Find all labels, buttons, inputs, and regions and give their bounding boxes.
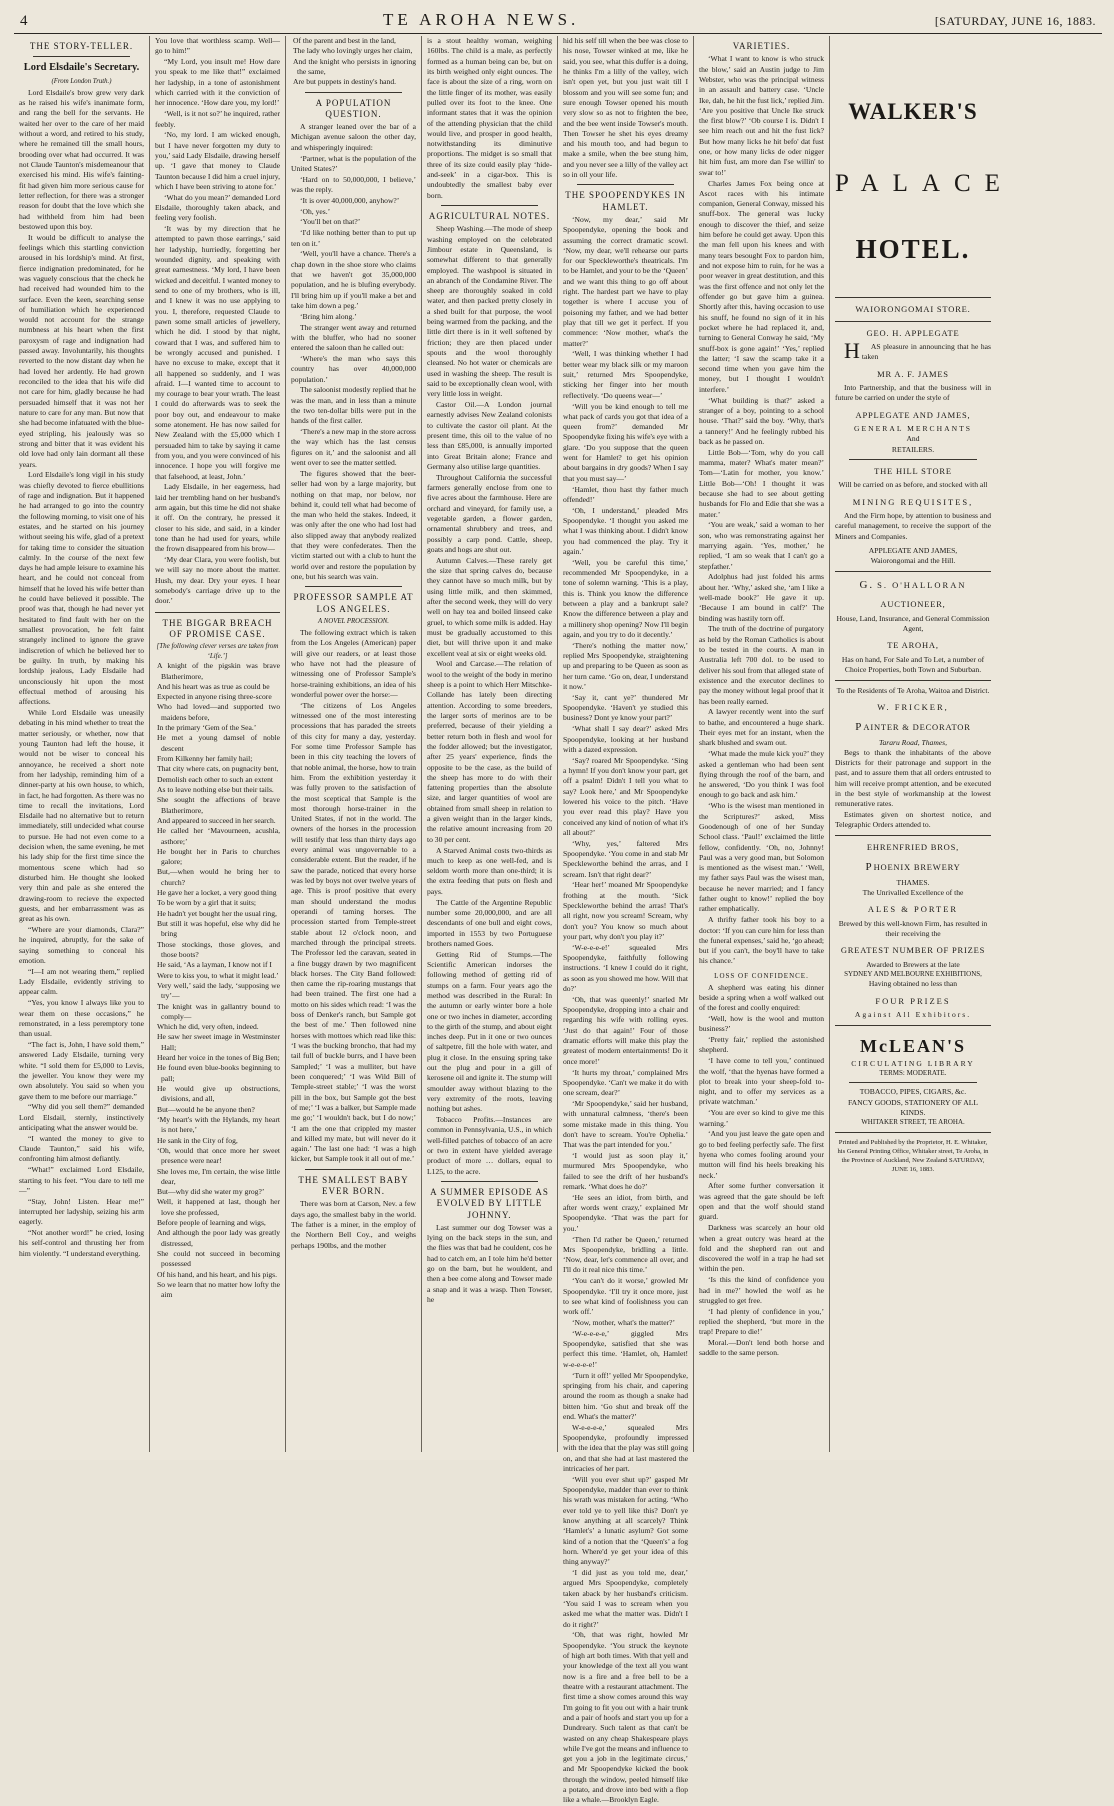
paragraph: “Stay, John! Listen. Hear me!” interrupted her ladyship, seizing his arm eagerly.	[19, 1196, 144, 1227]
paragraph: ‘Why, yes,’ faltered Mrs Spoopendyke. ‘You come in and stab Mr Speckleworthe behind the arras, and I scream. Isn't that right dear?’	[563, 838, 688, 879]
firm-line-4: RETAILERS.	[891, 444, 935, 454]
greatest-prizes: GREATEST NUMBER OF PRIZES	[840, 945, 986, 956]
paragraph: ‘It was by my direction that he attempted to pawn those earrings,’ said her ladyship, hurriedly, forgetting her wounded dignity, and speaking with great earnestness. ‘My lord, I have been wicked and deceitful. I wanted money to send to one of my brothers, who is ill, and I knew it was no use applying to you. I, therefore, requested Claude to pawn some small articles of jewellery, which he did. I stood by that night, coward that I was, and suffered him to be wrongly accused and punished. I have no excuse to make, except that it all happened so suddenly, and I was afraid. I—I wanted time to account to my courage to bear your wrath. The least I could do afterwards was to seek the poor boy out, and endeavour to make some atonement. He has now sailed for New Zealand with the £5,000 which I persuaded him to take by saying it came from you, and you were convinced of his innocence. I hope you will forgive me that falsehood, at least, John.’	[155, 224, 280, 481]
paragraph: “My Lord, you insult me! How dare you speak to me like that!” exclaimed her ladyship, in a tone of astonishment which carried with it the conviction of her innocence. ‘How dare you, my lord!’	[155, 57, 280, 108]
drop-cap-g: G.	[859, 579, 875, 592]
hill-store-heading: THE HILL STORE	[874, 465, 952, 476]
population-question-body	[291, 122, 416, 582]
paragraph: ‘No, my lord. I am wicked enough, but I have never forgotten my duty to you,’ said Lady Elsdaile, drawing herself up. ‘I gave that money to Claude Taunton because I did him a cruel injury, which I have been striving to atone for.’	[155, 130, 280, 191]
divider	[835, 835, 991, 836]
waiorongomai-store-heading: WAIORONGOMAI STORE.	[855, 304, 971, 315]
phoenix-brewery: HOENIX BREWERY	[873, 861, 961, 872]
verse-line: She could not succeed in becoming possessed	[157, 1249, 280, 1269]
verse-line: He sank in the City of fog,	[157, 1135, 238, 1145]
verse-line: He hadn't yet bought her the usual ring,	[157, 908, 277, 918]
paragraph: ‘W-e-e-e-e,’ giggled Mrs Spoopendyke, satisfied that she was perfect this time. ‘Hamlet, oh, Hamlet! w-e-e-e-e!’	[563, 1328, 688, 1369]
paragraph: ‘Well, you'll have a chance. There's a chap down in the shoe store who claims that we haven't got 35,000,000 population, and he is blufing everybody. I'll bring him up if you'll make a bet and take him down a peg.’	[291, 249, 416, 310]
verse-line: Before people of learning and wigs,	[157, 1218, 266, 1228]
story-source: (From London Truth.)	[51, 77, 112, 85]
paragraph: ‘Pretty fair,’ replied the astonished shepherd.	[699, 1035, 824, 1055]
verse-line: Expected in anyone rising three-score	[157, 692, 272, 702]
verse-line: Very well,’ said the lady, ‘supposing we try’—	[157, 980, 280, 1001]
divider	[33, 56, 130, 57]
paragraph: The Cattle of the Argentine Republic number some 20,000,000, and are all descendants of one bull and eight cows, imported in 1553 by two Portuguese brothers named Goes.	[427, 897, 552, 948]
summer-episode-paragraph: Last summer our dog Towser was a lying on the back steps in the sun, and the flies was that bad he couldent, cos he had to catch em, an I tole him he'd better go on the barn, but he wouldent, and then a bee come along and Towser made a snap and it was a wasp. Then Towser, he	[427, 1222, 552, 1304]
verse-line: But,—when would he bring her to church?	[157, 867, 280, 887]
paragraph: Little Bob—‘Tom, why do you call mamma, mater? What's mater mean?’ Tom—‘Latin for mother, you know.’ Little Bob—‘Oh! I thought it was because she had to see about getting husbands for Flo and Edie that she was a mater.’	[699, 447, 824, 519]
paragraph: ‘Bring him along.’	[300, 311, 357, 321]
prizes-text: Awarded to Brewers at the late	[866, 959, 960, 969]
verse-line: Were to kiss you, to what it might lead.’	[157, 970, 279, 980]
paragraph: ‘It is over 40,000,000, anyhow?’	[300, 195, 400, 205]
verse-line: Heard her voice in the tones of Big Ben;	[157, 1053, 280, 1063]
applegate-text: AS pleasure in announcing that he has taken	[861, 342, 991, 362]
applegate-name: GEO. H. APPLEGATE	[866, 327, 960, 338]
paragraph: Moral.—Don't lend both horse and saddle to the same person.	[699, 1338, 824, 1358]
ehrenfried-heading: EHRENFRIED BROS,	[866, 842, 960, 853]
population-question-title: A POPULATION QUESTION.	[315, 97, 392, 119]
paragraph: ‘Well, is it not so?’ he inquired, rather feebly.	[155, 109, 280, 129]
paragraph: ‘I'd like nothing better than to put up ten on it.’	[291, 228, 416, 248]
paragraph: Getting Rid of Stumps.—The Scientific American indorses the following method of getting rid of stumps on a farm. Four years ago the method was described in the Rural: In the autumn or early winter bore a hole one or two inches in diameter, according to the girth of the stump, and about eight inches deep. Put in it one or two ounces of saltpetre, fill the hole with water, and plug it close. In the ensuing spring take out the plug and pour in a gill of kerosene oil and ignite it. The stump will smoulder away without blazing to the very extremity of the roots, leaving nothing but ashes.	[427, 949, 552, 1114]
smallest-baby-title: THE SMALLEST BABY EVER BORN.	[298, 1174, 409, 1197]
paragraph: Wool and Carcase.—The relation of wool to the weight of the body in merino sheep is a point to which Herr Mitschke-Collande has lately been directing attention. According to some breeders, the larger sorts of merinos are to be preferred, because of their yielding a better return both in flesh and wool for the fodder allowed; but the investigator, after 25 years' experience, finds the opposite to be the case, as the build of the sheep has more to do with their fattening properties than the absolute size, and larger quantities of wool are obtained from small sheep in relation to a given weight than in the larger kinds, the relative amount increasing from 20 to 30 per cent.	[427, 659, 552, 844]
paragraph: A stranger leaned over the bar of a Michigan avenue saloon the other day, and whisperingly inquired:	[291, 122, 416, 152]
column-1	[14, 36, 150, 1452]
paragraph: ‘I had plenty of confidence in you,’ replied the shepherd, ‘but more in the trap! Prepare to die!’	[699, 1306, 824, 1337]
smallest-baby-paragraph: There was born at Carson, Nev. a few days ago, the smallest baby in the world. The father is a miner, in the employ of the Northern Bell Coy., and weighs perhaps 190lbs, and the mother	[291, 1199, 416, 1250]
paragraph: “Where are your diamonds, Clara?” he inquired, abruptly, for the sake of saying something to conceal his emotion.	[19, 925, 144, 965]
paragraph: ‘Is this the kind of confidence you had in me?’ howled the wolf as he struggled to get free.	[699, 1275, 824, 1305]
paragraph: The truth of the doctrine of purgatory as held by the Roman Catholics is about to be tested in the courts. A man in Australia left 700 dol. to be used to deliver his soul from that alleged state of existence and the executor declines to pay the money without legal proof that it has been really earned.	[699, 624, 824, 706]
paragraph: “What!” exclaimed Lord Elsdaile, starting to his feet. “You dare to tell me—”	[19, 1165, 144, 1195]
paragraph: Tobacco Profits.—Instances are common in Pennsylvania, U.S., in which well-filled patches of tobacco of an acre or two in extent have yielded average product of more … dollars, equal to L125, to the acre.	[427, 1115, 552, 1176]
paragraph: ‘You are ever so kind to give me this warning.’	[699, 1108, 824, 1128]
summer-episode-continued: hid his self till when the bee was close to his nose, Towser winked at me, like he said, you see, what this duffer is a doing, he thinks I'm a lilly of the valley, wich isn't open yet, but you just wait till I blossom and you will see some fun; and sure enough Towser opened his mouth very slow so as not to frighten the bee, and the bee went inside Towser's mouth. Then Towser he shet his eyes dreamy and his mouth too, and had begun to make a smile, when the bee stung him, and you never see a lilly of the valley act so in oll your life.	[563, 36, 688, 180]
verse-line: As to leave nothing else but their tails.	[157, 784, 274, 794]
paragraph: Lady Elsdaile, in her eagerness, had laid her trembling hand on her husband's arm again, but this time he did not shake it off. On the contrary, he pressed it closer to his side, and said, in a kinder tone than he had used for years, while the frown disappeared from his brow—	[155, 482, 280, 554]
verse-line: And appeared to succeed in her search.	[157, 815, 276, 825]
against-all: Against All Exhibitors.	[854, 1010, 972, 1020]
divider	[835, 321, 991, 322]
fricker-text-2: Estimates given on shortest notice, and Telegraphic Orders attended to.	[835, 809, 991, 830]
verse-line: She sought the affections of brave Blatherimore,	[157, 795, 280, 815]
verse-line: But still it was hopeful, else why did he bring	[157, 919, 280, 939]
poem-verse	[155, 661, 280, 1300]
firm-line-3: And	[906, 434, 920, 444]
auctioneer-text: House, Land, Insurance, and General Commission Agent,	[836, 613, 990, 633]
paragraph: ‘What do you mean?’ demanded Lord Elsdaile, thoroughly taken aback, and feeling very foolish.	[155, 192, 280, 223]
whitaker-street: WHITAKER STREET, TE AROHA.	[861, 1118, 965, 1127]
agricultural-notes-title: AGRICULTURAL NOTES.	[428, 211, 551, 221]
verse-line: Of the parent and best in the land,	[293, 36, 396, 45]
paragraph: “Why did you sell them?” demanded Lord Elsdail, sternly, instinctively anticipating what the answer would be.	[19, 1102, 144, 1132]
verse-line: The lady who lovingly urges her claim,	[293, 46, 413, 56]
paragraph: W-e-e-e-e,’ squealed Mrs Spoopendyke, profoundly impressed with the idea that the play was still going on, and that she had at last mastered the intricacies of her part.	[563, 1422, 688, 1473]
paragraph: ‘Well, you be careful this time,’ recommended Mr Spoopendyke, in a tone of solemn warning. ‘This is a play, this is. Think you know the difference between a play and a bankrupt sale? Know the difference between a play and a millinery shop opening? Now I'll begin again, and you try to do it decently.’	[563, 557, 688, 639]
hill-store-text: Will be carried on as before, and stocked with all	[838, 480, 988, 490]
spoopendykes-body	[563, 215, 688, 1806]
applegate-signature: APPLEGATE AND JAMES,	[868, 545, 958, 555]
verse-line: Of his hand, and his heart, and his pigs.	[157, 1269, 278, 1279]
verse-line: From Kilkenny her family hail;	[157, 754, 253, 764]
fricker-trade: AINTER & DECORATOR	[863, 721, 971, 732]
paragraph: ‘What made the mule kick you?’ they asked a gentleman who had been sent flying through the roof of the barn, and he answered, ‘Do you think I was fool enough to go back and ask him.’	[699, 749, 824, 800]
ales-porter: ALES & PORTER	[867, 904, 959, 915]
newspaper-title: TE AROHA NEWS.	[383, 10, 580, 29]
paragraph: ‘It hurts my throat,’ complained Mrs Spoopendyke. ‘Can't we make it do with one scream, dear?’	[563, 1067, 688, 1098]
paragraph: ‘Mr Spoopendyke,’ said her husband, with unnatural calmness, ‘there's been some mistake made in this thing. You don't have to scream. You're Ophelia.’ That was the part intended for you.’	[563, 1098, 688, 1150]
verse-line: A knight of the pigskin was brave Blatherimore,	[157, 661, 280, 681]
paragraph: ‘Hamlet, thou hast thy father much offended!’	[563, 484, 688, 504]
verse-line: In the primary ‘Gem of the Sea.’	[157, 723, 257, 733]
paragraph: Lord Elsdaile's long vigil in his study was chiefly devoted to fierce ebullitions of rage and indignation. But it happened he had arranged to go into the country the following morning, to visit one of his estates, and he started on his journey without seeing his wife, glad of a pretext for taking time to consider the situation calmly. In the course of the next few days he had ample leisure to examine his heart, and he could not conceal from himself that he loved his wife better than he could have believed it possible. The proof was that, though he had never yet hesitated to find fault with her on the smallest provocation, he felt faint strangely inclined to ignore the grave indiscretion of which he believed her to be guilty. In truth, by making his lordship jealous, Lady Elsdaile had unconsciously hit upon the most effectual method of arousing his affections.	[19, 470, 144, 707]
spoopendykes-title: THE SPOOPENDYKES IN HAMLET.	[565, 190, 686, 212]
paragraph: ‘Oh, yes.’	[300, 206, 331, 216]
professor-sample-title: PROFESSOR SAMPLE AT LOS ANGELES.	[293, 592, 414, 614]
paragraph: While Lord Elsdaile was uneasily debating in his mind whether to treat the matter seriously, or whether, now that young Taunton had left the house, it would not be wiser to conceal his annoyance, he received a short note from her ladyship, reminding him of a dinner-party at his own house, to which, in fact, he had forgotten. As there was no time to recall the invitations, Lord Elsdaile had no alternative but to return immediately, still undecided what course to pursue. He had not even come to a decision when, the same evening, he met his lady ship for the first time since the momentous scene which had so disturbed him. He thought she looked very thin and pale as she entered the drawing-room to recieve the expected guests, and her embarrassment was as great as his own.	[19, 708, 144, 924]
divider	[441, 205, 538, 206]
verse-line: He said, ‘As a layman, I know not if I	[157, 960, 272, 970]
story-continued	[155, 36, 280, 607]
summer-episode-title: A SUMMER EPISODE AS EVOLVED BY LITTLE JOHNNY.	[430, 1187, 549, 1220]
professor-sample-subtitle: A NOVEL PROCESSION.	[318, 617, 389, 625]
paragraph: Darkness was scarcely an hour old when a great outcry was heard at the fold and the shepherd ran out and discovered the wolf in a trap he had set within the pen.	[699, 1223, 824, 1274]
paragraph: It would be difficult to analyse the feelings which this startling conviction aroused in his lordship's mind. At first, fierce indignation predominated, for he was vaguely conscious that the check he had received had wounded him to the surface. Even the keen, searching sense of humiliation which he experienced would not account for the strange numbness at his heart when the first paroxysm of rage and indignation had passed away. Involuntarily, his thoughts reverted to the now distant day when he had loved her ardently. He had grown reconciled to the idea that his wife did not care for him, gladly because he had persuaded himself that it was not her nature to care for any man. But now that she had become infatuated with the blue-eyed stripling, his jealously was so strong and bitter that it was evident his old love had only lain dormant all these years.	[19, 232, 144, 469]
paragraph: ‘What building is that?’ asked a stranger of a boy, pointing to a school house. ‘That?’ said the boy. ‘Why, that's a tannery!’ And he feelingly rubbed his back as he passed on.	[699, 395, 824, 446]
paragraph: ‘Say it, cant ye?’ thundered Mr Spoopendyke. ‘Haven't ye studied this business? Dont ye know your part?’	[563, 692, 688, 723]
columns	[14, 36, 1102, 1805]
hotel-heading: HOTEL.	[855, 233, 971, 264]
paragraph: ‘Now, my dear,’ said Mr Spoopendyke, opening the book and assuming the correct dramatic scowl. ‘Now, my dear, we'll rehearse our parts for our Speckleworthe's theatricals. I'm to be Hamlet, and your to be the ‘Queen’ and we want this thing to go off about right. The hardest part we have to play together is where I accuse you of poisoning my father, and we had better play that till we get it perfect. If you commence: ‘Now mother, what's the matter?’	[563, 214, 688, 348]
having-obtained: Having obtained no less than	[868, 979, 958, 989]
paragraph: “Yes, you know I always like you to wear them on these occasions,” he remonstrated, in a less peremptory tone than usual.	[19, 998, 144, 1039]
mcleans-heading: McLEAN'S	[860, 1036, 966, 1057]
paragraph: “The fact is, John, I have sold them,” answered Lady Elsdaile, turning very white. “I sold them for £5,000 to Levis, the jeweller. You know they were my own absolutely. You said so when you gave them to me before our marriage.”	[19, 1040, 144, 1101]
paragraph: Charles James Fox being once at Ascot races with his intimate companion, General Conway, missed his snuff-box. The general was lucky enough to discover the thief, and seize him before he could get away. Upon this the man fell upon his knees and with many tears besought Fox to pardon him, and not expose him to ruin, for he was a poor weaver in great destitution, and this was the first offence and not only let the offender go but gave him a guinea. Shortly after this, having occasion to use his snuff, he found no sign of it in his pocket where he had replaced it, and, turning to General Conway he said, ‘My snuff-box is gone again!’ ‘Yes,’ replied the latter; ‘I saw the scamp take it a second time when you gave him the money, but I thought I wouldn't interfere.’	[699, 178, 824, 394]
divider	[849, 1082, 977, 1083]
palace-heading: PALACE	[835, 170, 1014, 198]
paragraph: A lawyer recently went into the surf to bathe, and encountered a huge shark. Their eyes met for an instant, when the shark blushed and swam out.	[699, 707, 824, 748]
paragraph: ‘Will you ever shut up?’ gasped Mr Spoopendyke, madder than ever to think his wrath was mistaken for acting. ‘Who ever told ye to yell like this? Don't ye know anything at all scarcely? Think ‘Hamlet's’ a lunatic asylum? Got some kind of a notion that the ‘Queen's’ a fog horn. Where'd ye get your idea of this thing anyway?’	[563, 1474, 688, 1567]
paragraph: ‘My dear Clara, you were foolish, but we will say no more about the matter. Hush, my dear. Dry your eyes. I hear somebody's carriage drive up to the door.’	[155, 555, 280, 606]
section-title-story-teller: THE STORY-TELLER.	[29, 41, 134, 51]
ohalloran-name: S. O'HALLORAN	[877, 580, 967, 591]
paragraph: “Not another word!” he cried, losing his self-control and thrusting her from him violently. “I understand everything.	[19, 1228, 144, 1258]
applegate-place: Waiorongomai and the Hill.	[870, 556, 956, 566]
paragraph: ‘Well, I was thinking whether I had better wear my black silk or my maroon suit,’ returned Mrs Spoopendyke, sticking her finger into her mouth reflectively. ‘Do queens wear—’	[563, 349, 688, 400]
verse-line: But—why did she water my grog?’	[157, 1187, 265, 1197]
divider	[849, 459, 977, 460]
loss-of-confidence-body	[699, 983, 824, 1359]
professor-sample-body	[291, 628, 416, 1165]
auctioneer-text-2: Has on hand, For Sale and To Let, a number of Choice Properties, both Town and Suburban.	[841, 654, 985, 674]
verse-line: ‘My heart's with the Hylands, my heart is not here,’	[157, 1114, 280, 1135]
verse-line: He saw her sweet image in Westminster Hall;	[157, 1032, 280, 1052]
varieties-body	[699, 54, 824, 967]
mining-requisites: MINING REQUISITES,	[852, 496, 974, 507]
page-number: 4	[20, 13, 28, 29]
paragraph: Adolphus had just folded his arms about her. ‘Why,’ asked she, ‘am I like a well-made book?’ He gave it up. ‘Because I am bound in calf?’ The binding was hastily torn off.	[699, 572, 824, 623]
partnership-text: Into Partnership, and that the business will in future be carried on under the style of	[835, 383, 991, 403]
story-body	[19, 88, 144, 1259]
paragraph: The following extract which is taken from the Los Angeles (American) paper will give our readers, or at least those who have not had the pleasure of witnessing one of Professor Sample's horse-training exhibitions, an idea of his wonderful power over the horse:—	[291, 628, 416, 699]
paragraph: ‘Will you be kind enough to tell me what pack of cards you got that idea of a queen from?’ demanded Mr Spoopendyke fixing his wife's eye with a glare. ‘Do you suppose that the queen went for Hamlet? to get his opinion about bargains in dry goods? When I say that you must say—’	[563, 401, 688, 483]
paragraph: ‘I have come to tell you,’ continued the wolf, ‘that the hyenas have formed a plot to break into your sheep-fold to-night, and to offer my services as a private watchman.’	[699, 1056, 824, 1107]
paragraph: Lord Elsdaile's brow grew very dark as he raised his wife's inanimate form, and rang the bell for the servants. He waited her over to the care of her maid without a word, and retired to his study, where he remained till the small hours, brooding over what had occurred. It was not Claude Taunton's misdemeanour that exercised his mind. His wife's fainting-fit had given him more serious cause for letter reflection, for there was a stronger reason for doubt that the love which she had withheld from him had been bestowed upon this boy.	[19, 87, 144, 231]
fricker-name: W. FRICKER,	[877, 702, 949, 713]
paragraph: ‘Oh, that was right, howled Mr Spoopendyke. ‘You struck the keynote of high art both times. With that yell and your knowledge of the text all you want now is a fire and a free bell to be a theatre with a restaurant attachment. The first time a show comes around this way I'm going to fit you out with a hair trunk and a pair of hoofs and start you up for a Dundreary. Such talent as that can't be wasted on any cheap Shakespeare plays while I've got the means and influence to get you a job in the legitimate circus,’ and Mr Spoopendyke kicked the book through the window, peeled himself like a potato, and drove into bed with a flop like a whale.—Brooklyn Eagle.	[563, 1630, 688, 1805]
verse-line: He bought her in Paris to churches galore;	[157, 846, 280, 867]
paragraph: ‘Who is the wisest man mentioned in the Scriptures?’ asked, Miss Goodenough of one of her Sunday School class. ‘Paul!’ exclaimed the little fellow, confidently. ‘Oh, no, Johnny! Paul was a very good man, but Solomon is mentioned as the wisest man.’ ‘Well, my father says Paul was the wisest man, because he never married; and I fancy father ought to know!’ replied the boy rather emphatically.	[699, 801, 824, 914]
advertisements-column	[830, 36, 1014, 1452]
poem-verse-end	[291, 36, 416, 88]
column-4	[422, 36, 558, 1452]
column-3	[286, 36, 422, 1452]
verse-line: He met a young damsel of noble descent	[157, 733, 280, 753]
firm-name: APPLEGATE AND JAMES,	[855, 409, 971, 420]
divider	[835, 680, 991, 681]
verse-line: He called her ‘Mavourneen, acushla, asthore;’	[157, 826, 280, 846]
drop-cap-p: P	[855, 720, 864, 733]
masthead	[14, 6, 1102, 34]
divider	[305, 92, 402, 93]
story-title: Lord Elsdaile's Secretary.	[23, 62, 140, 74]
drop-cap-phoenix: P	[865, 860, 874, 873]
divider	[835, 1132, 991, 1133]
paragraph: ‘W-e-e-e-e!’ squealed Mrs Spoopendyke, faithfully following instructions. ‘I knew I could do it right, as soon as you showed me how. Will that do?’	[563, 942, 688, 993]
verse-line: ‘Oh, would that once more her sweet presence were near!	[157, 1145, 280, 1166]
ales-text: Brewed by this well-known Firm, has resulted in their receiving the	[838, 918, 988, 938]
column-5	[558, 36, 694, 1805]
verse-line: Which he did, very often, indeed.	[157, 1022, 259, 1032]
paragraph: Autumn Calves.—These rarely get the size that spring calves do, because they cannot have so much milk, but by using little milk, and then skimmed, after the second week, they will do very well on hay tea and boiled linseed cake gruel, to which some milk is added. Hay must be gradually accustomed to this diet, but will thrive upon it and make excellent veal at six or eight weeks old.	[427, 555, 552, 658]
issue-date: [SATURDAY, JUNE 16, 1883.	[934, 14, 1096, 28]
verse-line: But—would he be anyone then?	[157, 1104, 255, 1114]
paragraph: The figures showed that the beer-seller had won by a large majority, but nothing on that map, nor below, nor behind it, could tell what had become of the man who held the stakes. Indeed, it was only after the one who had lost had also slipped away that anybody realized that they were confederates. Then the victim started out with a club to hunt the world over and restore the population by one, but his search was vain.	[291, 468, 416, 581]
fancy-goods-line: FANCY GOODS, STATIONERY OF ALL KINDS.	[847, 1097, 979, 1117]
paragraph: Sheep Washing.—The mode of sheep washing employed on the celebrated Jimbour estate in Queensland, is somewhat different to that generally employed. The washpool is situated in an abranch of the Condamine River. The sheep are thoroughly soaked in cold water, and then packed pretty closely in a shed built for that purpose, the wool being warmed from the packing, and the little dirt there is in it well softened by friction; they are then placed under spouts and the wool thoroughly cleansed. No hot water or chemicals are used in washing the sheep. The result is said to be exceptionally clean wool, with very little loss in weight.	[427, 224, 552, 399]
fricker-intro: To the Residents of Te Aroha, Waitoa and District.	[836, 686, 990, 696]
paragraph: ‘Then I'd rather be Queen,’ returned Mrs Spoopendyke, bridling a little. ‘Now, dear, let's commence all over, and I'll do it real nice this time.’	[563, 1234, 688, 1275]
verse-line: Those stockings, those gloves, and those boots?	[157, 939, 280, 959]
paragraph: ‘What I want to know is who struck the blow,’ said an Austin judge to Jim Webster, who was the principal witness in an assault and battery case. ‘Uncle Ike, dah, he hit the fust lick,’ replied Jim. ‘Are you positive that Uncle Ike struck the first blow?’ ‘Ob course I is. Didn't I see him reach out and hit the fust lick? But how many licks he hit befo' dat fust one, or how many licks de oder nigger hit him fust, am more dan I'se willin' to swar to!’	[699, 54, 824, 177]
verse-line: Well, it happened at last, though her love she professed,	[157, 1197, 280, 1217]
divider	[441, 1181, 538, 1182]
exhibitions: SYDNEY AND MELBOURNE EXHIBITIONS,	[844, 969, 982, 978]
tobacco-line: TOBACCO, PIPES, CIGARS, &c.	[859, 1087, 967, 1097]
verse-line: To be worn by a girl that it suits;	[157, 898, 257, 908]
column-2	[150, 36, 286, 1452]
verse-line: The knight was in gallantry bound to comply—	[157, 1001, 280, 1021]
poem-note: [The following clever verses are taken from ‘Life.’]	[156, 642, 279, 660]
divider	[305, 586, 402, 587]
walkers-heading: WALKER'S	[848, 99, 978, 124]
verse-line: That city where cats, on pugnacity bent,	[157, 764, 279, 774]
paragraph: ‘Where's the man who says this country has over 40,000,000 population.’	[291, 353, 416, 384]
verse-line: And the knight who persists in ignoring the same,	[293, 56, 416, 76]
loss-of-confidence-title: LOSS OF CONFIDENCE.	[714, 971, 809, 980]
library-terms: TERMS: MODERATE.	[879, 1068, 947, 1077]
paragraph: “I—I am not wearing them,” replied Lady Elsdaile, evidently striving to appear calm.	[19, 966, 144, 997]
paragraph: ‘Hard on to 50,000,000, I believe,’ was the reply.	[291, 174, 416, 194]
divider	[835, 1025, 991, 1026]
paragraph: ‘Now, mother, what's the matter?’	[572, 1318, 676, 1327]
paragraph: “I wanted the money to give to Claude Taunton,” said his wife, confronting him almost defiantly.	[19, 1133, 144, 1164]
paragraph: ‘The citizens of Los Angeles witnessed one of the most interesting processions that has paraded the streets of this city for many a day, yesterday. For some time Professor Sample has been in this city teaching the lovers of that noble animal, the horse, how to train him. From the exhibition yesterday it was fully proven to the satisfaction of the most sceptical that Sample is the most thorough horse-trainer in the United States, if not in the world. The owners of the horses in the procession will testify that less than thirty days ago every animal was ungovernable to a considerable extent. But the reader, if he saw the parade, noticed that every horse was led by boys not over twelve years of age. This is proof positive that every man should understand the modus operandi of taming horses. The procession started from Temple-street stable about 12 o'clock noon, and marched through the principal streets. The Professor led the caravan, seated in a fine buggy drawn by two magnificent black horses. The City Band followed: then came the rip-roaring mustangs that had been trained. The first one had a motto on his sides which read: ‘I was the boss of Denker's ranch, but Sample got the best of me.’ Then followed nine horses with mottoes which read like this: ‘I was the bucking broncho, that had my tail full of buckle burrs, and I have been Sampled;’ ‘I was a mulliter, but have been conquered;’ ‘I was Wild Bill of Temple-street stable;’ ‘I was the worst pill in the box, but Sample got the best of me;’ ‘I was a balker, but Sample made me go;’ ‘I wouldn't back, but I do now;’ ‘I am the one that crippled my master and killed my mate, but will never do it again.’ The last one had: ‘I was a high kicker, but Sample took it all out of me.’	[291, 700, 416, 1164]
auctioneer-heading: AUCTIONEER,	[880, 599, 946, 610]
printer-imprint: Printed and Published by the Proprietor, H. E. Whitaker, his General Printing Office, Whitaker street, Te Aroha, in the Province of Auckland, New Zealand SATURDAY, JUNE 16, 1883.	[837, 1139, 989, 1174]
paragraph: ‘Turn it off!’ yelled Mr Spoopendyke, springing from his chair, and capering around the room as though a snake had bitten him. ‘Go shut and break off the end. What's the matter?’	[563, 1370, 688, 1421]
agricultural-notes-body	[427, 224, 552, 1177]
paragraph: ‘I did just as you told me, dear,’ argued Mrs Spoopendyke, completely taken aback by her husband's criticism. ‘You said I was to scream when you asked me what the matter was. Didn't I do it right?’	[563, 1568, 688, 1629]
te-aroha-heading: TE AROHA,	[887, 640, 939, 651]
ales-intro: The Unrivalled Excellence of the	[862, 887, 964, 897]
fricker-road: Tararu Road, Thames,	[878, 737, 948, 747]
drop-cap-h: H	[844, 338, 860, 364]
paragraph: ‘You'll bet on that?’	[300, 217, 361, 227]
verse-line: He found even blue-books beginning to pall;	[157, 1063, 280, 1083]
varieties-title: VARIETIES.	[732, 41, 791, 51]
verse-line: So we learn that no matter how lofty the aim	[157, 1279, 280, 1300]
paragraph: ‘He sees an idiot, from birth, and after words went crazy,’ explained Mr Spoopendyke. ‘That was the part for you.’	[563, 1192, 688, 1233]
paragraph: ‘You can't do it worse,’ growled Mr Spoopendyke. ‘I'll try it once more, just to see what kind of foolishness you can work off.’	[563, 1276, 688, 1317]
circulating-library: CIRCULATING LIBRARY	[851, 1058, 975, 1068]
paragraph: ‘Partner, what is the population of the United States?’	[291, 153, 416, 173]
verse-line: He would give up obstructions, divisions, and all,	[157, 1084, 280, 1104]
poem-title: THE BIGGAR BREACH OF PROMISE CASE.	[162, 617, 273, 639]
divider	[835, 571, 991, 572]
paragraph: You love that worthless scamp. Well—go to him!”	[155, 36, 280, 56]
paragraph: ‘Say? roared Mr Spoopendyke. ‘Sing a hymn! If you don't know your part, get off a psalm! Didn't I tell you what to say? Look here,’ and Mr Spoopendyke lowered his voice to the pitch. ‘Have you ever read this play? Have you conceived any kind of notion of what it's all about?’	[563, 755, 688, 837]
divider	[305, 1169, 402, 1170]
james-name: MR A. F. JAMES	[877, 368, 949, 379]
firm-line-2: GENERAL MERCHANTS	[854, 424, 972, 434]
thames-label: THAMES.	[896, 877, 930, 887]
paragraph: ‘Oh, I understand,’ pleaded Mrs Spoopendyke. ‘I thought you asked me what I was thinking about. I didn't know you had commenced the play. Try it again.’	[563, 505, 688, 556]
paragraph: After some further conversation it was agreed that the gate should be left open and that the wolf should stand guard.	[699, 1181, 824, 1222]
verse-line: Demolish each other to such an extent	[157, 774, 273, 784]
verse-line: And his heart was as true as could be	[157, 681, 270, 691]
paragraph: ‘Oh, that was queenly!’ snarled Mr Spoopendyke, dropping into a chair and regarding his wife with rolling eyes. ‘Just do that again!’ Four of those dramatic efforts will make this play the greatest of modern entertainments! Do it once more!’	[563, 994, 688, 1066]
paragraph: A thrifty father took his boy to a doctor: ‘If you can cure him for less than the funeral expenses,’ said he, ‘go ahead; but if you can't, the boy'll have to take his chance.’	[699, 915, 824, 966]
divider	[835, 297, 991, 298]
divider	[577, 184, 674, 185]
paragraph: The saloonist modestly replied that he was the man, and in less than a minute the two ten-dollar bills were put in the hands of the first caller.	[291, 385, 416, 426]
verse-line: Who had loved—and supported two maidens before,	[157, 702, 280, 722]
smallest-baby-continued: is a stout healthy woman, weighing 160lbs. The child is a male, as perfectly formed as a human being can be, but on its birth weighed only eight ounces. The face is about the size of a ring, worn on the little finger of its mother, was easily pulled over its foot to the knee. One informant states that it was the opinion of the attending physician that the child would live, and prosper in good health, notwithstanding its diminutive proportions. The midget is so small that three of its size could easily play ‘hide-and-seek’ in a cigar-box. This is undoubtedly the smallest baby ever born.	[427, 36, 552, 200]
fricker-text: Begs to thank the inhabitants of the above Districts for their patronage and support in the past, and to assure them that all orders entrusted to him will receive prompt attention, and be executed in the best style of workmanship at the lowest remunerative rates.	[835, 747, 991, 809]
divider	[155, 612, 280, 613]
verse-line: He gave her a locket, a very good thing	[157, 888, 277, 898]
four-prizes: FOUR PRIZES	[875, 995, 951, 1006]
paragraph: ‘There's a new map in the store across the way which has the last census figures on it,’ and the saloonist and all went over to see the matter settled.	[291, 427, 416, 468]
verse-line: She loves me, I'm certain, the wise little dear,	[157, 1166, 280, 1186]
paragraph: Castor Oil.—A London journal earnestly advises New Zealand colonists to cultivate the castor oil plant. At the present time, this oil to the value of no less than £85,000, is annually imported into Great Britain alone; France and Germany also utilise large quantities.	[427, 400, 552, 471]
column-6	[694, 36, 830, 1452]
paragraph: ‘What shall I say dear?’ asked Mrs Spoopendyke, looking at her husband with a dazed expression.	[563, 724, 688, 754]
paragraph: ‘You are weak,’ said a woman to her son, who was remonstrating against her marrying again. ‘Yes, mother,’ he replied, ‘I am so weak that I can't go a stepfather.’	[699, 520, 824, 571]
verse-line: Are but puppets in destiny's hand.	[293, 77, 397, 87]
paragraph: ‘Hear her!’ moaned Mr Spoopendyke frothing at the mouth. ‘Sick Speckleworthe behind the arras! That's all right, now you scream! Scream, why don't you? You know so much about your part, why don't you play it?’	[563, 880, 688, 941]
paragraph: ‘There's nothing the matter now,’ replied Mrs Spoopendyke, straightening up and preparing to be Queen as soon as her turn came. ‘Go on, dear, I understand it now.’	[563, 640, 688, 691]
paragraph: ‘Well, how is the wool and mutton business?’	[699, 1013, 824, 1034]
verse-line: And although the poor lady was greatly distressed,	[157, 1228, 280, 1248]
paragraph: ‘I would just as soon play it,’ murmured Mrs Spoopendyke, who failed to see the drift of her husband's remark. ‘What does he do?’	[563, 1151, 688, 1191]
paragraph: A shepherd was eating his dinner beside a spring when a wolf walked out of the forest and coolly enquired:	[699, 982, 824, 1013]
paragraph: The stranger went away and returned with the bluffer, who had no sooner entered the saloon than he called out:	[291, 322, 416, 353]
mining-text: And the Firm hope, by attention to business and careful management, to receive the support of the Miners and Companies.	[835, 511, 991, 541]
paragraph: ‘And you just leave the gate open and go to bed feeling perfectly safe. The first hyena who comes fooling around your mutton will find his heels breaking his neck.’	[699, 1129, 824, 1180]
paragraph: A Starved Animal costs two-thirds as much to keep as one well-fed, and is seldom worth more than one-third; it is the extra feeding that puts on flesh and pays.	[427, 845, 552, 896]
paragraph: Throughout California the successful farmers generally enclose from one to five acres about the farmhouse. Here are orchard and vineyard, for family use, a vegetable garden, a flower garden, ornamental shrubbery and trees, and possibly a carp pond. Cattle, sheep, goats and hogs are shut out.	[427, 472, 552, 554]
